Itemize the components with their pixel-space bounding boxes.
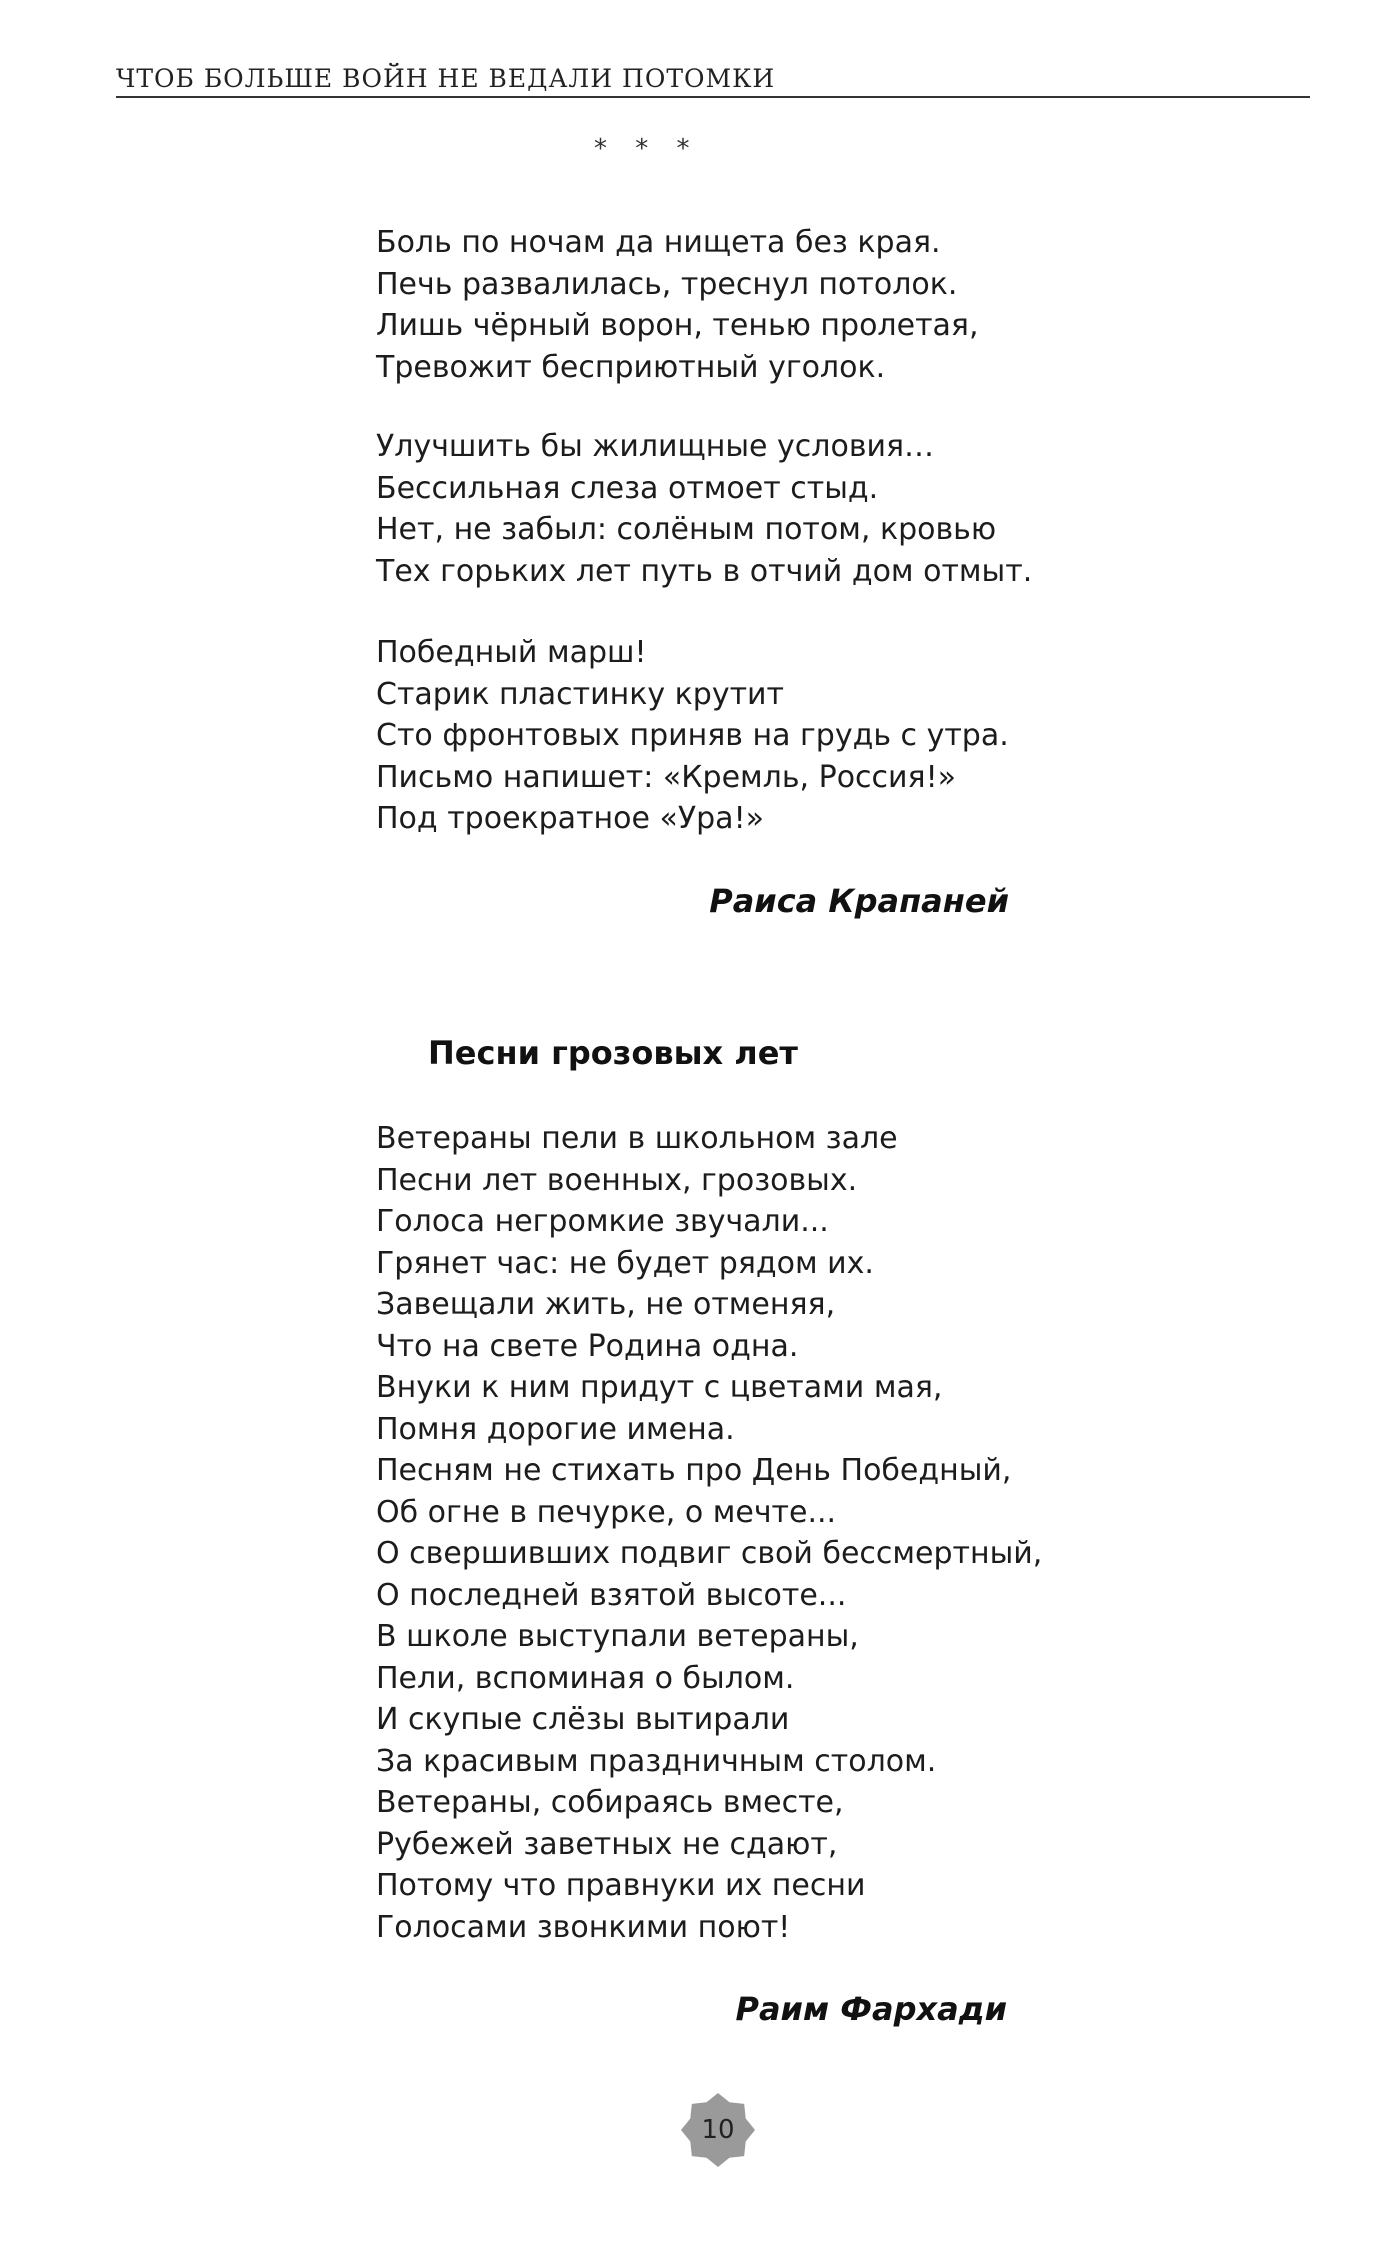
- verse-line: Нет, не забыл: солёным потом, кровью: [376, 512, 997, 547]
- verse-line: Ветераны пели в школьном зале: [376, 1121, 898, 1156]
- verse-line: Пели, вспоминая о былом.: [376, 1660, 795, 1696]
- poem1-stanza-1: [376, 222, 979, 388]
- verse-line: Песни лет военных, грозовых.: [376, 1162, 858, 1198]
- verse-line: Что на свете Родина одна.: [376, 1328, 799, 1364]
- verse-line: Лишь чёрный ворон, тенью пролетая,: [376, 308, 979, 343]
- verse-line: О последней взятой высоте...: [376, 1577, 847, 1613]
- verse-line: Завещали жить, не отменяя,: [376, 1287, 836, 1322]
- verse-line: Письмо напишет: «Кремль, Россия!»: [376, 759, 956, 795]
- verse-line: И скупые слёзы вытирали: [376, 1702, 790, 1737]
- verse-line: Грянет час: не будет рядом их.: [376, 1245, 874, 1281]
- page-number: 10: [701, 2115, 735, 2145]
- verse-line: Об огне в печурке, о мечте...: [376, 1494, 837, 1530]
- verse-line: Голосами звонкими поют!: [376, 1909, 791, 1945]
- verse-line: Песням не стихать про День Победный,: [376, 1453, 1012, 1488]
- verse-line: Помня дорогие имена.: [376, 1411, 735, 1447]
- verse-line: В школе выступали ветераны,: [376, 1619, 859, 1654]
- verse-line: Внуки к ним придут с цветами мая,: [376, 1370, 943, 1405]
- poem2-author: Раим Фархади: [735, 1990, 1007, 2028]
- verse-line: Голоса негромкие звучали...: [376, 1204, 829, 1239]
- verse-line: Потому что правнуки их песни: [376, 1868, 866, 1903]
- verse-line: Боль по ночам да нищета без края.: [376, 225, 941, 260]
- poem2-verse: [376, 1118, 1042, 1948]
- page-number-badge: [680, 2092, 756, 2168]
- poem1-stanza-3: [376, 632, 1009, 840]
- verse-line: Тревожит бесприютный уголок.: [376, 349, 886, 385]
- verse-line: О свершивших подвиг свой бессмертный,: [376, 1536, 1043, 1571]
- poem1-author: Раиса Крапаней: [709, 882, 1009, 920]
- poem1-stanza-2: [376, 426, 1032, 592]
- verse-line: Печь развалилась, треснул потолок.: [376, 266, 958, 302]
- verse-line: Сто фронтовых приняв на грудь с утра.: [376, 718, 1009, 753]
- running-head: ЧТОБ БОЛЬШЕ ВОЙН НЕ ВЕДАЛИ ПОТОМКИ: [116, 64, 776, 93]
- poem-separator: * * *: [594, 134, 700, 164]
- verse-line: Улучшить бы жилищные условия…: [376, 429, 935, 464]
- verse-line: Рубежей заветных не сдают,: [376, 1826, 838, 1862]
- header-rule: [116, 96, 1310, 98]
- verse-line: Ветераны, собираясь вместе,: [376, 1785, 844, 1820]
- verse-line: Старик пластинку крутит: [376, 676, 785, 712]
- verse-line: Под троекратное «Ура!»: [376, 801, 764, 836]
- verse-line: Тех горьких лет путь в отчий дом отмыт.: [376, 553, 1033, 589]
- poem2-title: Песни грозовых лет: [428, 1034, 798, 1072]
- verse-line: За красивым праздничным столом.: [376, 1743, 937, 1779]
- verse-line: Победный марш!: [376, 635, 647, 670]
- verse-line: Бессильная слеза отмоет стыд.: [376, 470, 879, 506]
